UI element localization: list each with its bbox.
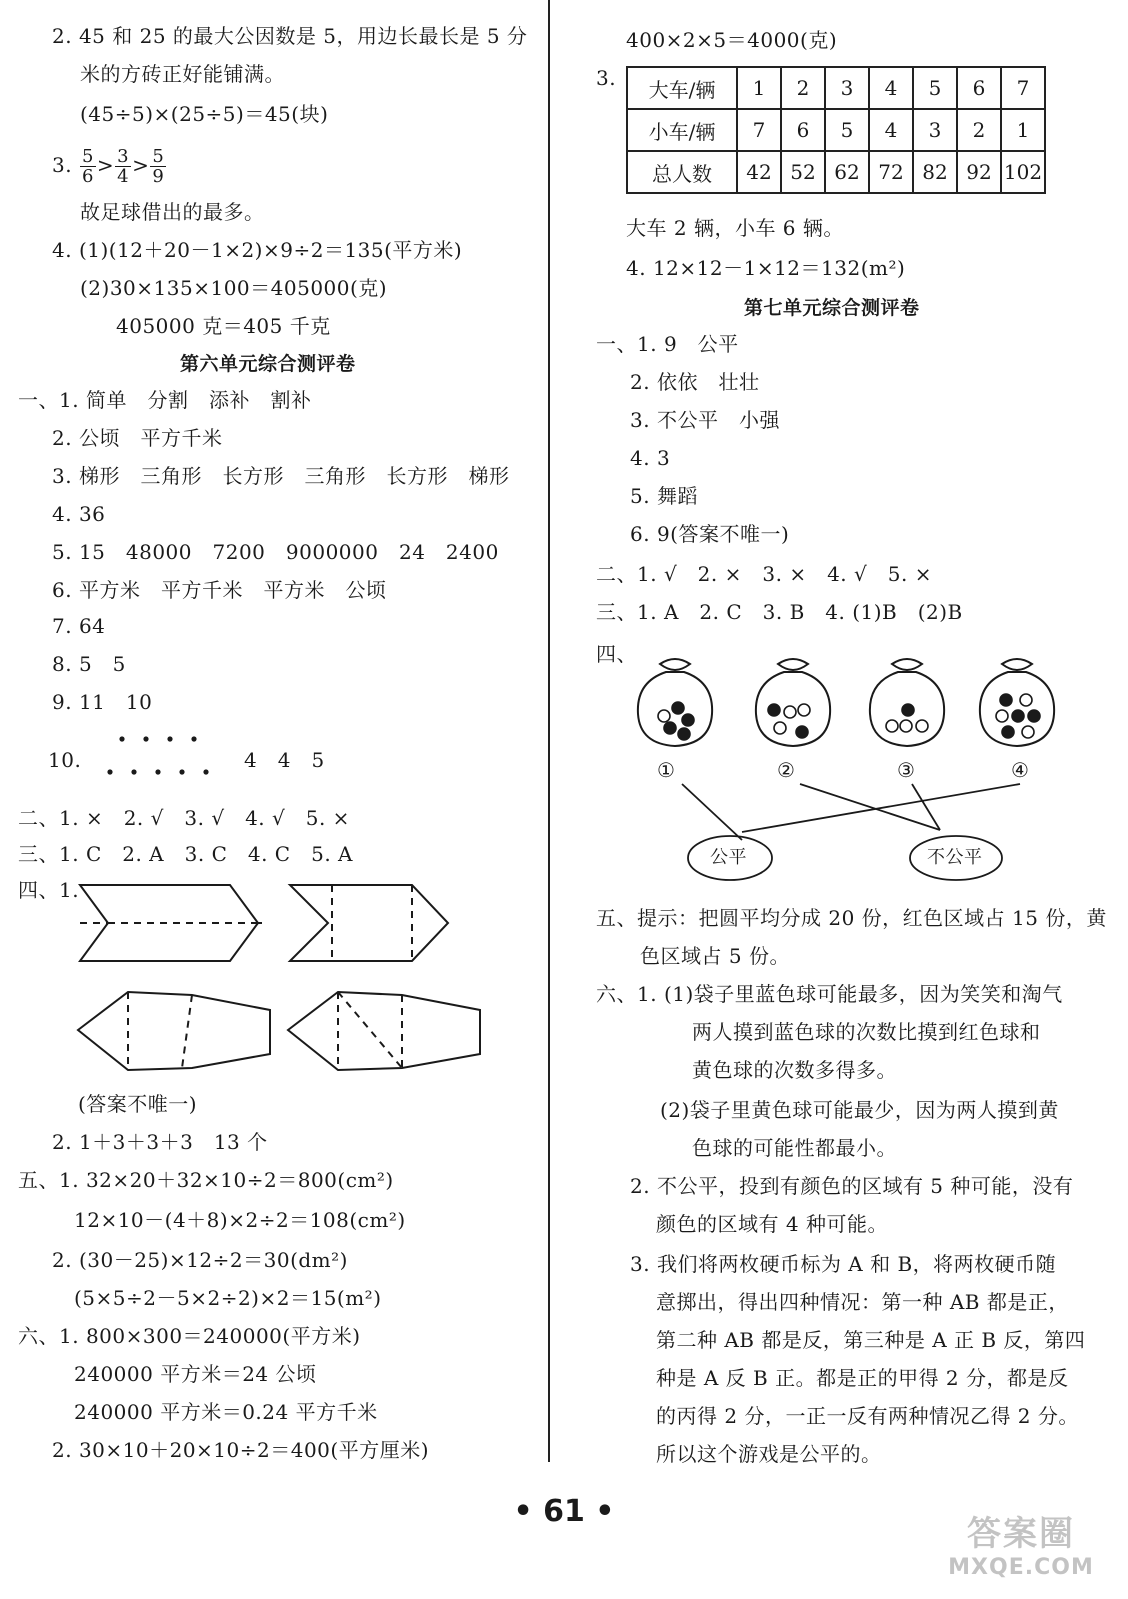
text-line: 3. 梯形 三角形 长方形 三角形 长方形 梯形 — [52, 464, 510, 488]
item-number: 3. — [596, 66, 617, 90]
text-line: 3. 不公平 小强 — [630, 408, 780, 432]
dot-pattern-figure — [110, 730, 220, 780]
text-line: 所以这个游戏是公平的。 — [656, 1442, 882, 1466]
table-cell: 1 — [737, 67, 781, 109]
item-number: 10. — [48, 748, 82, 772]
denominator: 4 — [117, 166, 130, 187]
text-line: 5. 舞蹈 — [630, 484, 698, 508]
text-line: 二、1. √ 2. × 3. × 4. √ 5. × — [596, 562, 932, 586]
text-line: 2. 45 和 25 的最大公因数是 5，用边长最长是 5 分 — [52, 24, 528, 48]
table-cell: 62 — [825, 151, 869, 193]
text-line: 3. 我们将两枚硬币标为 A 和 B，将两枚硬币随 — [630, 1252, 1057, 1276]
table-cell: 3 — [825, 67, 869, 109]
text-line: 2. 不公平，投到有颜色的区域有 5 种可能，没有 — [630, 1174, 1074, 1198]
text-line: 2. 公顷 平方千米 — [52, 426, 223, 450]
row-header: 总人数 — [627, 151, 737, 193]
text-line: (45÷5)×(25÷5)＝45(块) — [80, 102, 329, 126]
watermark-url: MXQE.COM — [948, 1555, 1094, 1580]
text-line: (5×5÷2－5×2÷2)×2＝15(m²) — [74, 1286, 382, 1310]
table-row — [627, 67, 1045, 109]
ball-bags-figure — [630, 652, 1070, 884]
shape-cutting-figures — [70, 880, 490, 1080]
table-cell: 102 — [1001, 151, 1045, 193]
text-line: 二、1. × 2. √ 3. √ 4. √ 5. × — [18, 806, 350, 830]
bag-label: ③ — [897, 758, 916, 782]
text-line: 240000 平方米＝0.24 平方千米 — [74, 1400, 378, 1424]
text-line: 4 4 5 — [244, 748, 325, 772]
text-line: 2. 依依 壮壮 — [630, 370, 760, 394]
text-line: 色区域占 5 份。 — [640, 944, 790, 968]
table-row — [627, 151, 1045, 193]
watermark-logo-text: 答案圈 — [967, 1514, 1075, 1554]
table-cell: 92 — [957, 151, 1001, 193]
text-line: 五、提示：把圆平均分成 20 份，红色区域占 15 份，黄 — [596, 906, 1107, 930]
text-line: 4. 3 — [630, 446, 671, 470]
numerator: 3 — [117, 146, 130, 167]
text-line: 240000 平方米＝24 公顷 — [74, 1362, 317, 1386]
text-line: 400×2×5＝4000(克) — [626, 28, 838, 52]
item-number: 3. — [52, 153, 73, 177]
section-title: 第七单元综合测评卷 — [744, 297, 920, 319]
table-cell: 7 — [1001, 67, 1045, 109]
text-line: 两人摸到蓝色球的次数比摸到红色球和 — [692, 1020, 1041, 1044]
text-line: 第二种 AB 都是反，第三种是 A 正 B 反，第四 — [656, 1328, 1086, 1352]
table-cell: 82 — [913, 151, 957, 193]
text-line: (2)袋子里黄色球可能最少，因为两人摸到黄 — [660, 1098, 1059, 1122]
text-line: 黄色球的次数多得多。 — [692, 1058, 897, 1082]
text-line: 405000 克＝405 千克 — [116, 314, 331, 338]
site-watermark — [936, 1506, 1106, 1586]
fair-label: 公平 — [710, 847, 747, 868]
text-line: 的丙得 2 分，一正一反有两种情况乙得 2 分。 — [656, 1404, 1079, 1428]
section-title: 第六单元综合测评卷 — [180, 353, 356, 375]
unfair-label: 不公平 — [927, 847, 983, 868]
text-line: 六、1. (1)袋子里蓝色球可能最多，因为笑笑和淘气 — [596, 982, 1063, 1006]
text-line: 8. 5 5 — [52, 652, 126, 676]
text-line: 2. (30－25)×12÷2＝30(dm²) — [52, 1248, 348, 1272]
table-cell: 1 — [1001, 109, 1045, 151]
text-line: 4. (1)(12＋20－1×2)×9÷2＝135(平方米) — [52, 238, 463, 262]
text-line: 12×10－(4＋8)×2÷2＝108(cm²) — [74, 1208, 406, 1232]
text-line: 5. 15 48000 7200 9000000 24 2400 — [52, 540, 499, 564]
bag-label: ① — [657, 758, 676, 782]
vehicle-table — [626, 66, 1046, 194]
page-number: • 61 • — [513, 1494, 615, 1529]
column-divider — [548, 0, 550, 1462]
row-header: 大车/辆 — [627, 67, 737, 109]
text-line: 4. 12×12－1×12＝132(m²) — [626, 256, 906, 280]
text-line: 种是 A 反 B 正。都是正的甲得 2 分，都是反 — [656, 1366, 1069, 1390]
text-line: 四、 — [596, 642, 637, 666]
text-line: 6. 平方米 平方千米 平方米 公顷 — [52, 578, 387, 602]
text-line: 2. 1＋3＋3＋3 13 个 — [52, 1130, 268, 1154]
text-line: 颜色的区域有 4 种可能。 — [656, 1212, 888, 1236]
text-line: 大车 2 辆，小车 6 辆。 — [626, 216, 844, 240]
row-header: 小车/辆 — [627, 109, 737, 151]
numerator: 5 — [81, 146, 94, 167]
text-line: (2)30×135×100＝405000(克) — [80, 276, 388, 300]
fraction — [150, 147, 166, 186]
fraction — [115, 147, 131, 186]
text-line: 五、1. 32×20＋32×10÷2＝800(cm²) — [18, 1168, 394, 1192]
text-line: 色球的可能性都最小。 — [692, 1136, 897, 1160]
text-line: 意掷出，得出四种情况：第一种 AB 都是正， — [656, 1290, 1069, 1314]
text-line: 4. 36 — [52, 502, 106, 526]
table-cell: 6 — [781, 109, 825, 151]
text-line: 三、1. A 2. C 3. B 4. (1)B (2)B — [596, 600, 963, 624]
text-line: 7. 64 — [52, 614, 106, 638]
text-line: 四、1. — [18, 878, 80, 902]
text-line: 一、1. 简单 分割 添补 割补 — [18, 388, 312, 412]
table-cell: 3 — [913, 109, 957, 151]
text-line: 9. 11 10 — [52, 690, 153, 714]
table-cell: 4 — [869, 67, 913, 109]
bag-label: ④ — [1011, 758, 1030, 782]
denominator: 6 — [81, 166, 94, 187]
denominator: 9 — [152, 166, 165, 187]
fraction — [80, 147, 96, 186]
fraction-comparison: 3. $\frac{5}{6}$ > $\frac{3}{4}$ > $\frac{5}{9}$ — [52, 146, 165, 187]
text-line: 米的方砖正好能铺满。 — [80, 62, 285, 86]
text-line: 三、1. C 2. A 3. C 4. C 5. A — [18, 842, 353, 866]
table-cell: 2 — [957, 109, 1001, 151]
text-line: 6. 9(答案不唯一) — [630, 522, 790, 546]
text-line: 2. 30×10＋20×10÷2＝400(平方厘米) — [52, 1438, 430, 1462]
table-row — [627, 109, 1045, 151]
table-cell: 7 — [737, 109, 781, 151]
bag-label: ② — [777, 758, 796, 782]
table-cell: 6 — [957, 67, 1001, 109]
table-cell: 5 — [825, 109, 869, 151]
table-cell: 2 — [781, 67, 825, 109]
numerator: 5 — [152, 146, 165, 167]
table-cell: 5 — [913, 67, 957, 109]
text-line: 故足球借出的最多。 — [80, 200, 265, 224]
table-cell: 4 — [869, 109, 913, 151]
text-line: 一、1. 9 公平 — [596, 332, 739, 356]
text-line: (答案不唯一) — [78, 1092, 198, 1116]
table-cell: 72 — [869, 151, 913, 193]
text-line: 六、1. 800×300＝240000(平方米) — [18, 1324, 361, 1348]
table-cell: 52 — [781, 151, 825, 193]
table-cell: 42 — [737, 151, 781, 193]
